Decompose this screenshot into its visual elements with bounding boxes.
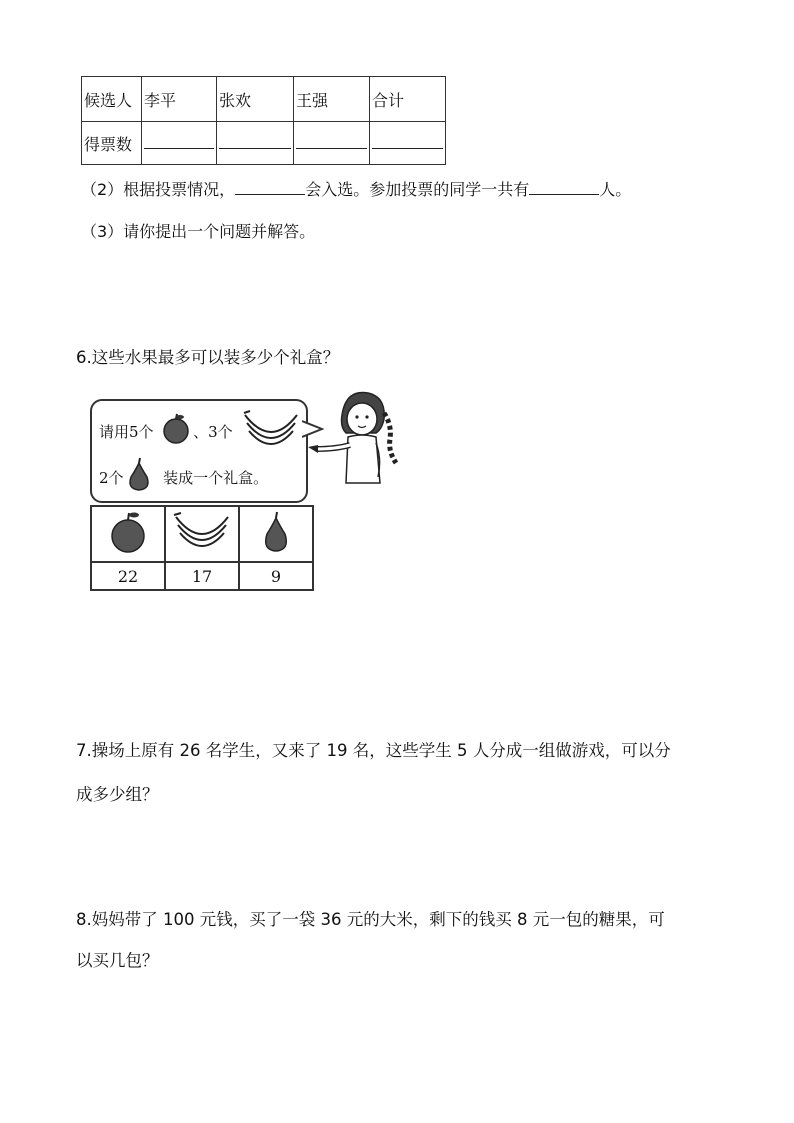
q7-line2: 成多少组？ — [76, 785, 159, 804]
speech-bubble — [90, 399, 308, 503]
apple-icon — [160, 413, 192, 445]
candidate-cell: 李平 — [142, 77, 217, 122]
banana-icon — [242, 407, 300, 451]
q6-title: 6.这些水果最多可以装多少个礼盒？ — [76, 348, 340, 367]
vote-count-row — [82, 122, 446, 165]
apple-icon — [106, 509, 150, 555]
fruit-table — [90, 505, 314, 591]
bubble-line2: 2个 装成一个礼盒。 — [99, 469, 269, 487]
answer-cell[interactable] — [142, 122, 217, 165]
fruit-count-row — [91, 562, 313, 590]
q5-part3: （3）请你提出一个问题并解答。 — [81, 222, 316, 241]
row-label-cell: 得票数 — [82, 122, 142, 165]
answer-cell[interactable] — [294, 122, 370, 165]
bubble-line1: 请用5个 、3个 — [99, 423, 233, 441]
vote-header-row — [82, 77, 446, 122]
answer-cell[interactable] — [370, 122, 446, 165]
vote-table — [81, 76, 446, 165]
header-label-cell: 候选人 — [82, 77, 142, 122]
girl-illustration — [306, 385, 410, 495]
fruit-cell — [165, 506, 239, 562]
candidate-cell: 王强 — [294, 77, 370, 122]
fruit-image-row — [91, 506, 313, 562]
q8-line2: 以买几包？ — [76, 951, 159, 970]
fruit-count: 22 — [91, 562, 165, 590]
q7-line1: 7.操场上原有 26 名学生，又来了 19 名，这些学生 5 人分成一组做游戏，可以分 — [76, 741, 671, 760]
answer-cell[interactable] — [217, 122, 294, 165]
pear-icon — [259, 510, 293, 554]
answer-blank[interactable] — [235, 178, 305, 195]
q8-line1: 8.妈妈带了 100 元钱，买了一袋 36 元的大米，剩下的钱买 8 元一包的糖果，可 — [76, 910, 665, 929]
fruit-cell — [239, 506, 313, 562]
answer-blank[interactable] — [529, 178, 599, 195]
total-cell: 合计 — [370, 77, 446, 122]
fruit-count: 17 — [165, 562, 239, 590]
candidate-cell: 张欢 — [217, 77, 294, 122]
fruit-cell — [91, 506, 165, 562]
fruit-count: 9 — [239, 562, 313, 590]
pear-icon — [124, 457, 154, 493]
q5-part2: （2）根据投票情况， 会入选。参加投票的同学一共有 人。 — [81, 180, 632, 199]
banana-icon — [172, 509, 232, 555]
